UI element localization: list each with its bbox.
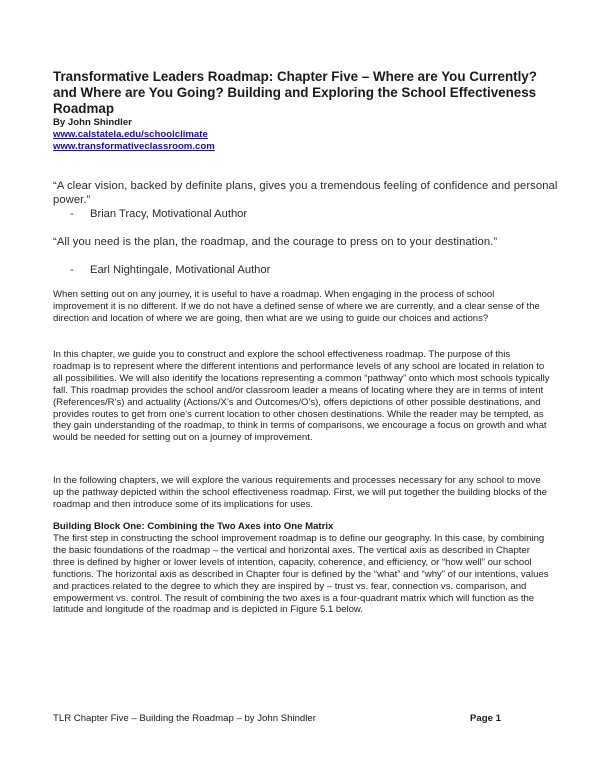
document-title: Transformative Leaders Roadmap: Chapter Five – Where are You Currently? and Where are You Going? Building and Exploring the School Effectiveness Roadmap [53, 69, 537, 116]
section-heading: Building Block One: Combining the Two Axes into One Matrix [53, 521, 334, 532]
link-transformativeclassroom[interactable]: www.transformativeclassroom.com [53, 141, 215, 152]
paragraph-1: When setting out on any journey, it is useful to have a roadmap. When engaging in the process of school improvement it is no different. If we do not have a defined sense of where we are currently, and a clear sense of the direction and location of where we are going, then what are we using to guide our choices and actions? [53, 289, 540, 324]
footer-text: TLR Chapter Five – Building the Roadmap – by John Shindler [53, 713, 316, 724]
quote-1-dash: - [70, 208, 74, 220]
page-number: Page 1 [470, 713, 501, 724]
quote-2-attribution [70, 263, 270, 277]
author-byline: By John Shindler [53, 117, 132, 128]
paragraph-2: In this chapter, we guide you to construct and explore the school effectiveness roadmap. The purpose of this roadmap is to represent where the different intentions and performance levels of any school are located in relation to all possibilities. We will also identify the locations representing a common “pathway” onto which most schools typically fall. This roadmap provides the school and/or classroom leader a means of locating where they are in terms of intent (References/R’s) and actuality (Actions/X’s and Outcomes/O’s), offers depictions of other possible destinations, and provides routes to get from one’s current location to other chosen destinations. While the reader may be tempted, as they gain understanding of the roadmap, to think in terms of comparisons, we encourage a focus on growth and what would be needed for setting out on a journey of improvement. [53, 349, 550, 444]
paragraph-3: In the following chapters, we will explore the various requirements and processes necessary for any school to move up the pathway depicted within the school effectiveness roadmap. First, we will put together the building blocks of the roadmap and then introduce some of its implications for uses. [53, 475, 547, 510]
section-body: The first step in constructing the school improvement roadmap is to define our geography. In this case, by combining the basic foundations of the roadmap – the vertical and horizontal axes. The vertical axis as described in Chapter three is defined by higher or lower levels of intention, capacity, coherence, and efficiency, or “how well” our school functions. The horizontal axis as described in Chapter four is defined by the “what” and “why” of our intentions, values and practices related to the degree to which they are inspired by – trust vs. fear, connection vs. comparison, and empowerment vs. control. The result of combining the two axes is a four-quadrant matrix which will function as the latitude and longitude of the roadmap and is depicted in Figure 5.1 below. [53, 533, 549, 616]
link-schoolclimate[interactable]: www.calstatela.edu/schoolclimate [53, 129, 208, 140]
quote-1-text: “A clear vision, backed by definite plans, gives you a tremendous feeling of confidence and personal power.” [53, 180, 558, 206]
quote-1-author: Brian Tracy, Motivational Author [90, 208, 248, 220]
quote-2-author: Earl Nightingale, Motivational Author [90, 264, 271, 276]
quote-2-text: “All you need is the plan, the roadmap, and the courage to press on to your destination.” [53, 236, 498, 248]
quote-1-attribution [70, 207, 247, 221]
quote-2-dash: - [70, 264, 74, 276]
